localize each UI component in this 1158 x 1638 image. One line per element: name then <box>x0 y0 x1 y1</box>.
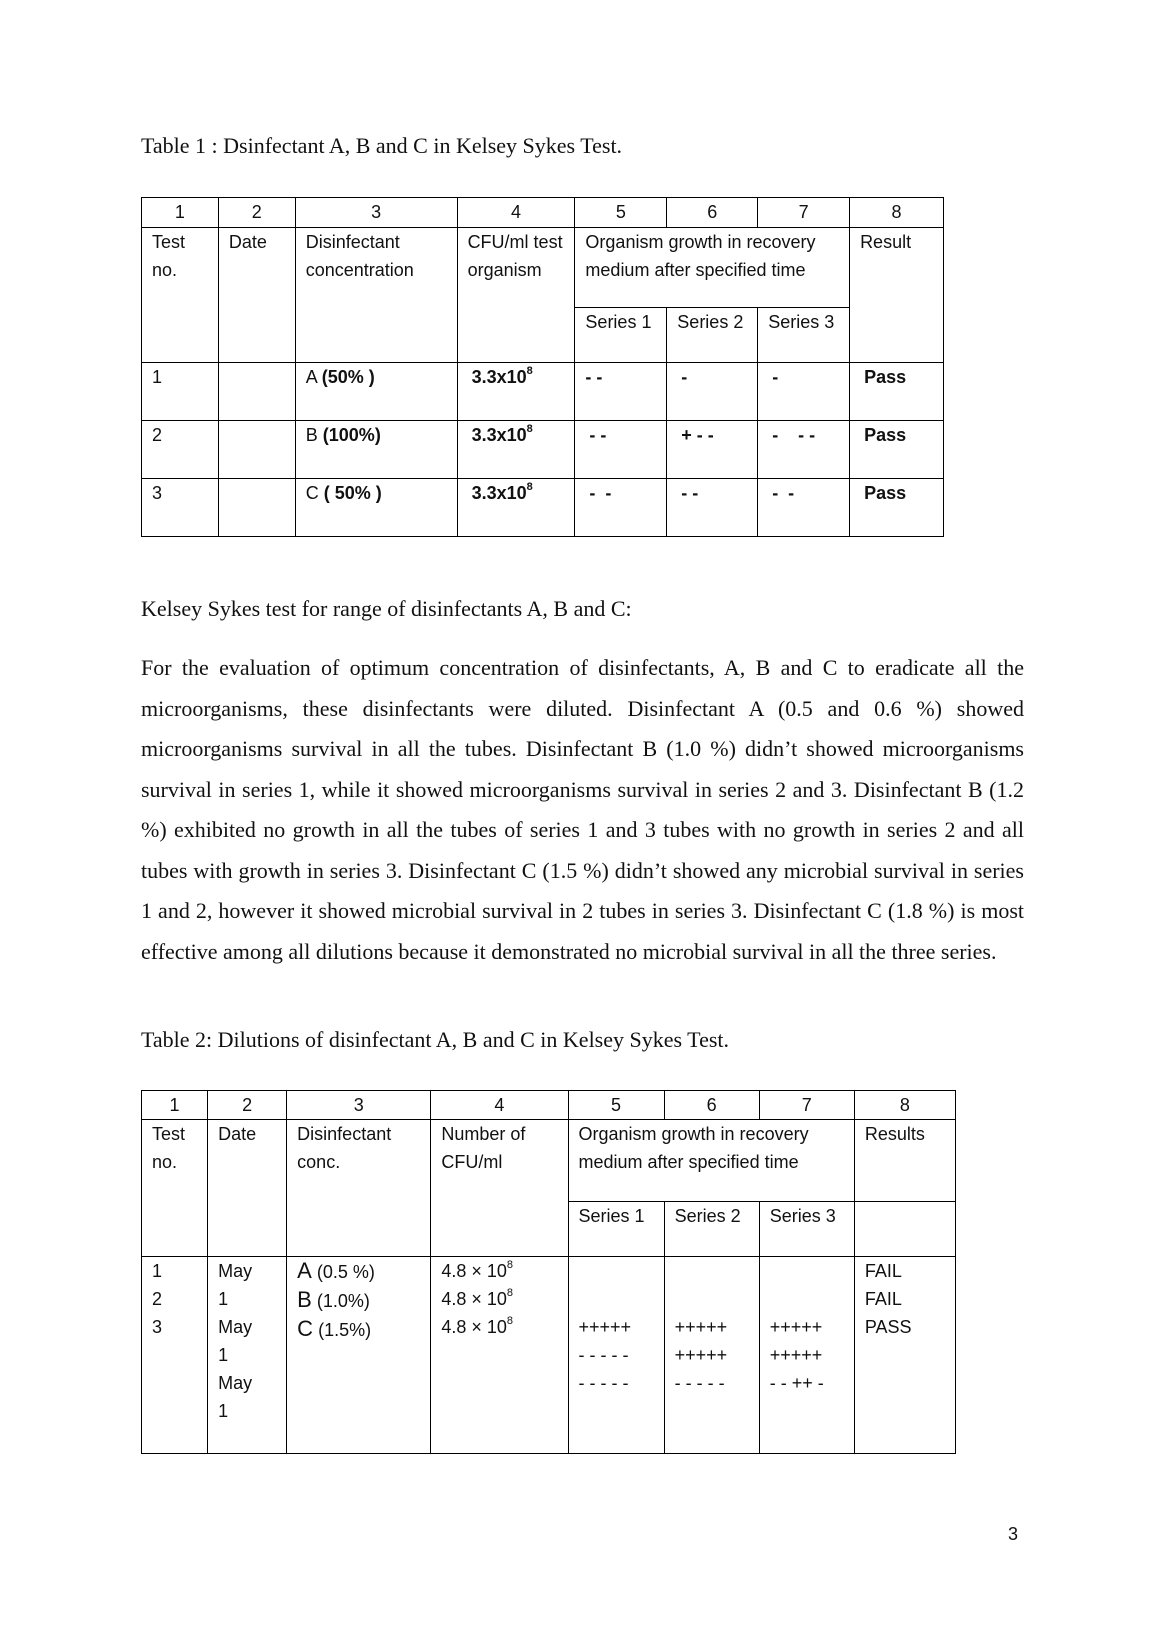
table2-header-series3: Series 3 <box>759 1202 854 1257</box>
series3-cell: - <box>758 363 850 421</box>
series3-cell: +++++ +++++ - - ++ - <box>759 1257 854 1454</box>
result-cell: Pass <box>850 363 944 421</box>
series3-cell: - - <box>758 479 850 537</box>
table2-colnum: 1 <box>142 1091 208 1120</box>
table1-header-date: Date <box>218 228 295 363</box>
table1-header-cfu: CFU/ml test organism <box>457 228 575 363</box>
table1-colnum: 1 <box>142 198 219 228</box>
table1-header-result: Result <box>850 228 944 363</box>
table1-header-test-no: Test no. <box>142 228 219 363</box>
table-row <box>142 363 944 421</box>
table-row <box>142 421 944 479</box>
series1-cell: +++++ - - - - - - - - - - <box>568 1257 664 1454</box>
section-heading: Kelsey Sykes test for range of disinfectants A, B and C: <box>141 596 632 621</box>
date-cell <box>218 421 295 479</box>
series1-cell: - - <box>575 479 667 537</box>
test-no-cell: 2 <box>142 421 219 479</box>
table2-colnum: 7 <box>759 1091 854 1120</box>
table2 <box>141 1090 956 1454</box>
series3-cell: - - - <box>758 421 850 479</box>
table2-colnum: 3 <box>287 1091 431 1120</box>
date-cell: May 1 May 1 May 1 <box>208 1257 287 1454</box>
test-no-cell: 1 <box>142 363 219 421</box>
table1-column-number-row <box>142 198 944 228</box>
table1 <box>141 197 944 537</box>
series1-cell: - - <box>575 363 667 421</box>
table2-header-test-no: Test no. <box>142 1120 208 1257</box>
table2-header-cfu: Number of CFU/ml <box>431 1120 568 1257</box>
table2-header-growth: Organism growth in recovery medium after specified time <box>568 1120 854 1202</box>
table1-header-series2: Series 2 <box>667 308 758 363</box>
table2-colnum: 5 <box>568 1091 664 1120</box>
table2-column-number-row <box>142 1091 956 1120</box>
table-row <box>142 479 944 537</box>
table2-caption: Table 2: Dilutions of disinfectant A, B and C in Kelsey Sykes Test. <box>141 1027 730 1052</box>
test-no-cell: 1 2 3 <box>142 1257 208 1454</box>
table1-colnum: 6 <box>667 198 758 228</box>
disinfectant-cell: B (100%) <box>295 421 457 479</box>
table2-colnum: 4 <box>431 1091 568 1120</box>
table1-colnum: 2 <box>218 198 295 228</box>
table1-header-growth: Organism growth in recovery medium after specified time <box>575 228 850 308</box>
table2-colnum: 6 <box>664 1091 759 1120</box>
date-cell <box>218 363 295 421</box>
table2-header-series2: Series 2 <box>664 1202 759 1257</box>
series1-cell: - - <box>575 421 667 479</box>
table1-colnum: 4 <box>457 198 575 228</box>
table1-colnum: 8 <box>850 198 944 228</box>
disinfectant-cell: C ( 50% ) <box>295 479 457 537</box>
series2-cell: +++++ +++++ - - - - - <box>664 1257 759 1454</box>
table1-header-series3: Series 3 <box>758 308 850 363</box>
table1-caption: Table 1 : Dsinfectant A, B and C in Kelsey Sykes Test. <box>141 133 623 158</box>
table-row <box>142 1257 956 1454</box>
table2-header-empty <box>854 1202 955 1257</box>
result-cell: FAIL FAIL PASS <box>854 1257 955 1454</box>
cfu-cell: $3.3x10^8$ <box>457 363 575 421</box>
disinfectant-cell: A (50% ) <box>295 363 457 421</box>
table2-colnum: 8 <box>854 1091 955 1120</box>
body-paragraph: For the evaluation of optimum concentration of disinfectants, A, B and C to eradicate all the microorganisms, these disinfectants were diluted. Disinfectant A (0.5 and 0.6 %) showed microorganisms survival in all the tubes. Disinfectant B (1.0 %) didn’t showed microorganisms survival in series 1, while it showed microorganisms survival in series 2 and 3. Disinfectant B (1.2 %) exhibited no growth in all the tubes of series 1 and 3 tubes with no growth in series 2 and all tubes with growth in series 3. Disinfectant C (1.5 %) didn’t showed any microbial survival in series 1 and 2, however it showed microbial survival in 2 tubes in series 3. Disinfectant C (1.8 %) is most effective among all dilutions because it demonstrated no microbial survival in all the three series. <box>141 655 1024 964</box>
cfu-cell: $4.8 \times 10^8$ $4.8 \times 10^8$ $4.8 \times 10^8$ <box>431 1257 568 1454</box>
table1-colnum: 5 <box>575 198 667 228</box>
test-no-cell: 3 <box>142 479 219 537</box>
result-cell: Pass <box>850 479 944 537</box>
cfu-cell: $3.3x10^8$ <box>457 421 575 479</box>
date-cell <box>218 479 295 537</box>
table2-colnum: 2 <box>208 1091 287 1120</box>
table1-colnum: 3 <box>295 198 457 228</box>
table2-header-disinfectant: Disinfectant conc. <box>287 1120 431 1257</box>
table2-header-date: Date <box>208 1120 287 1257</box>
table2-header-result: Results <box>854 1120 955 1202</box>
page-number: 3 <box>1008 1524 1019 1544</box>
series2-cell: - <box>667 363 758 421</box>
disinfectant-cell: A (0.5 %) B (1.0%) C (1.5%) <box>287 1257 431 1454</box>
cfu-cell: $3.3x10^8$ <box>457 479 575 537</box>
table1-colnum: 7 <box>758 198 850 228</box>
table1-header-disinfectant: Disinfectant concentration <box>295 228 457 363</box>
table2-header-series1: Series 1 <box>568 1202 664 1257</box>
table1-header-series1: Series 1 <box>575 308 667 363</box>
result-cell: Pass <box>850 421 944 479</box>
series2-cell: - - <box>667 479 758 537</box>
series2-cell: + - - <box>667 421 758 479</box>
